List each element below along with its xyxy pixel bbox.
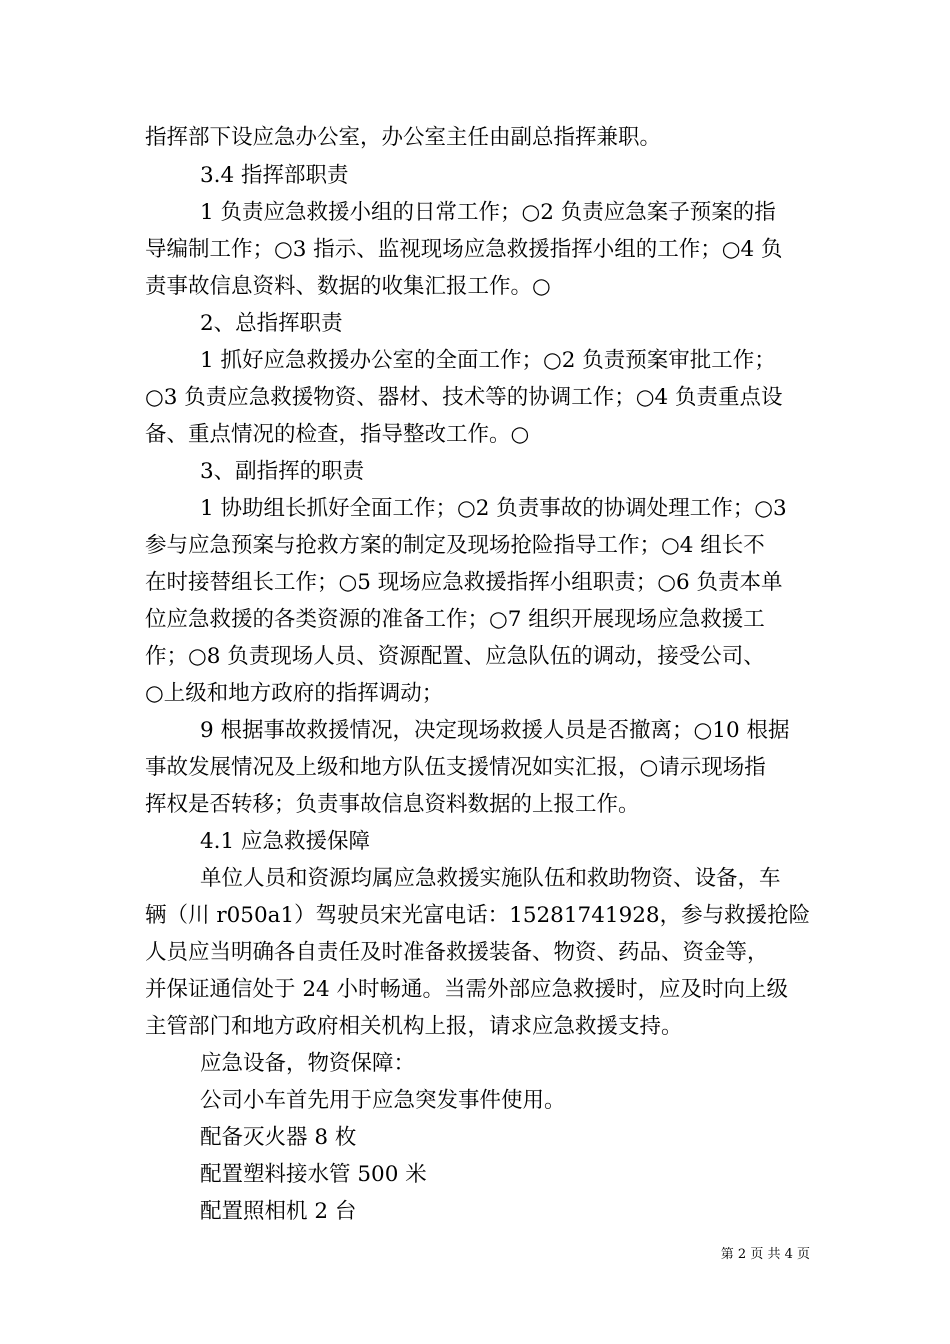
section-heading: 3、副指挥的职责 — [200, 459, 365, 484]
body-text-line: ○上级和地方政府的指挥调动； — [145, 681, 444, 706]
body-text-line: 9 根据事故救援情况，决定现场救援人员是否撤离；○10 根据 — [200, 718, 790, 743]
body-text-line: 并保证通信处于 24 小时畅通。当需外部应急救援时，应及时向上级 — [145, 977, 789, 1002]
list-item: 配备灭火器 8 枚 — [200, 1125, 357, 1150]
body-text-line: 事故发展情况及上级和地方队伍支援情况如实汇报，○请示现场指 — [145, 755, 766, 780]
section-heading: 4.1 应急救援保障 — [200, 829, 371, 854]
body-text-line: 单位人员和资源均属应急救援实施队伍和救助物资、设备，车 — [200, 866, 781, 891]
body-text-line: 备、重点情况的检查，指导整改工作。○ — [145, 422, 530, 447]
body-text-line: 作；○8 负责现场人员、资源配置、应急队伍的调动，接受公司、 — [145, 644, 765, 669]
body-text-line: 公司小车首先用于应急突发事件使用。 — [200, 1088, 566, 1113]
body-text-line: 在时接替组长工作；○5 现场应急救援指挥小组职责；○6 负责本单 — [145, 570, 783, 595]
body-text-line: 主管部门和地方政府相关机构上报，请求应急救援支持。 — [145, 1014, 683, 1039]
body-text-line: 1 协助组长抓好全面工作；○2 负责事故的协调处理工作；○3 — [200, 496, 787, 521]
body-text-line: 位应急救援的各类资源的准备工作；○7 组织开展现场应急救援工 — [145, 607, 765, 632]
page-number: 第 2 页 共 4 页 — [720, 1247, 810, 1262]
body-text-line: 1 抓好应急救援办公室的全面工作；○2 负责预案审批工作； — [200, 348, 776, 373]
body-text-line: ○3 负责应急救援物资、器材、技术等的协调工作；○4 负责重点设 — [145, 385, 783, 410]
body-text-line: 挥权是否转移；负责事故信息资料数据的上报工作。 — [145, 792, 640, 817]
body-text-line: 1 负责应急救援小组的日常工作；○2 负责应急案子预案的指 — [200, 200, 776, 225]
body-text-line: 参与应急预案与抢救方案的制定及现场抢险指导工作；○4 组长不 — [145, 533, 765, 558]
body-text-line: 导编制工作；○3 指示、监视现场应急救援指挥小组的工作；○4 负 — [145, 237, 783, 262]
body-text-line: 人员应当明确各自责任及时准备救援装备、物资、药品、资金等， — [145, 940, 769, 965]
body-text-line: 应急设备，物资保障： — [200, 1051, 416, 1076]
list-item: 配置照相机 2 台 — [200, 1199, 357, 1224]
list-item: 配置塑料接水管 500 米 — [200, 1162, 427, 1187]
section-heading: 3.4 指挥部职责 — [200, 163, 349, 188]
body-text-line: 辆（川 r050a1）驾驶员宋光富电话：15281741928，参与救援抢险 — [145, 903, 811, 928]
section-heading: 2、总指挥职责 — [200, 311, 343, 336]
body-text-line: 责事故信息资料、数据的收集汇报工作。○ — [145, 274, 551, 299]
body-text-line: 指挥部下设应急办公室，办公室主任由副总指挥兼职。 — [145, 125, 662, 150]
